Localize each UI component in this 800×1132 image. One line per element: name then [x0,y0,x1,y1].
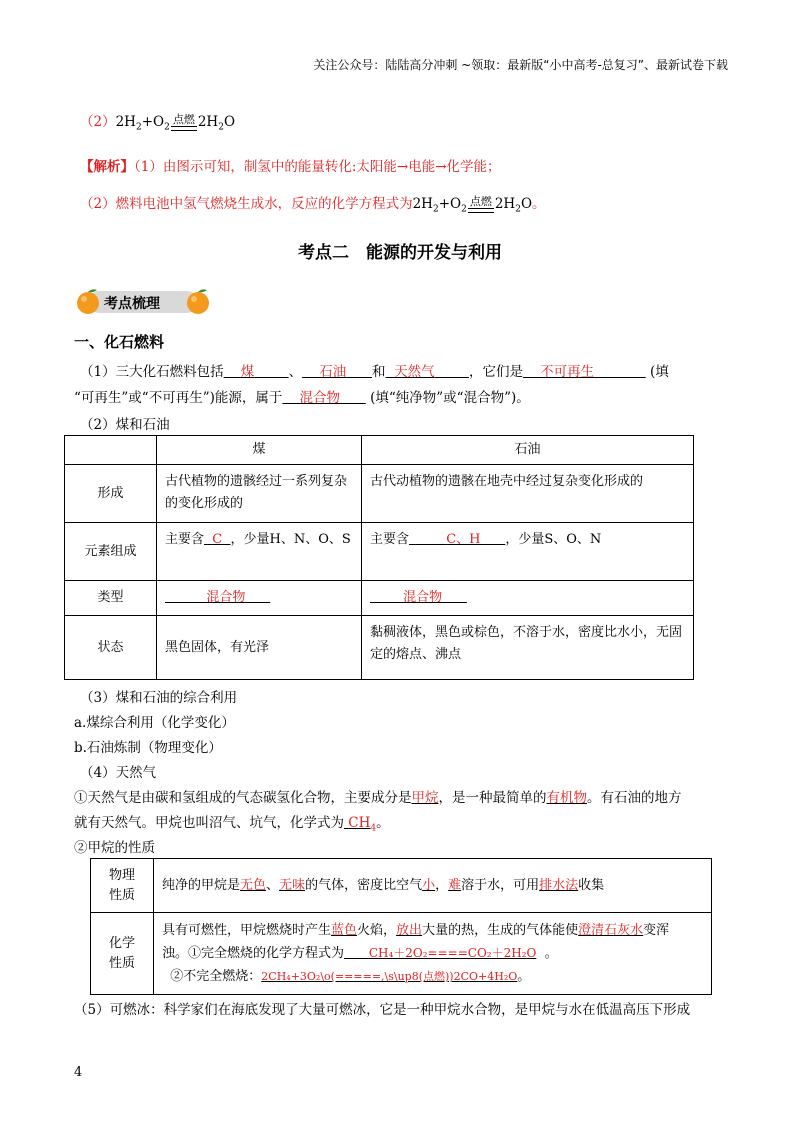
analysis-tag: 【解析】 [80,159,134,175]
physical-properties: 纯净的甲烷是无色、无味的气体，密度比空气小，难溶于水，可用排水法收集 [154,859,712,913]
label-physical: 物理 性质 [91,859,154,913]
answer-q2: $(2)2H_2+O_2$ 点燃 $2H_2O$ [80,113,236,133]
paragraph-5: （5）可燃冰：科学家们在海底发现了大量可燃冰，它是一种甲烷水合物，是甲烷与水在低温高压下形成 [74,1002,691,1018]
q2-prefix: （2） [80,114,116,130]
chemical-properties: 具有可燃性，甲烷燃烧时产生蓝色火焰，放出大量的热，生成的气体能使澄清石灰水变浑 浊。①完全燃烧的化学方程式为 CH₄＋2O₂====CO₂＋2H₂O 。 ②不完全燃烧：2CH₄+3O₂\o(=====,\s\up8(点燃))2CO+4H₂O。 [154,913,712,995]
paragraph-3: （3）煤和石油的综合利用 [80,690,238,706]
paragraph-3b: b.石油炼制（物理变化） [74,740,222,756]
coal-elements: 主要含 C ，少量H、N、O、S [157,523,362,581]
paragraph-2: （2）煤和石油 [80,417,170,433]
reaction-condition: 点燃 [171,114,197,131]
badge-label: 考点梳理 [104,296,160,312]
paragraph-4: （4）天然气 [80,765,157,781]
paragraph-4-1-line-2: 就有天然气。甲烷也叫沼气、坑气，化学式为 $CH_4$。 [74,815,390,834]
section-badge [74,288,210,316]
complete-combustion-equation: CH₄＋2O₂====CO₂＋2H₂O [368,946,537,960]
row-label-state: 状态 [65,616,157,680]
table-header-coal: 煤 [157,436,362,465]
analysis-line-2: （2）燃料电池中氢气燃烧生成水，反应的化学方程式为$2H_2+O_2$ 点燃 $2H_2O$。 [80,195,546,215]
reaction-condition-2: 点燃 [468,196,494,213]
page-header: 关注公众号：陆陆高分冲刺 ~领取：最新版“小中高考-总复习”、最新试卷下载 [313,58,728,72]
table-header-oil: 石油 [362,436,694,465]
analysis-line-1: 【解析】（1）由图示可知，制氢中的能量转化:太阳能→电能→化学能； [80,159,501,175]
coal-formation: 古代植物的遗骸经过一系列复杂的变化形成的 [157,465,362,523]
paragraph-4-2: ②甲烷的性质 [74,840,155,856]
paragraph-1-line-1: （1）三大化石燃料包括 煤 、 石油 和 天然气 ，它们是 不可再生 (填 [80,364,669,380]
page-number: 4 [74,1065,83,1080]
incomplete-combustion-equation: 2CH₄+3O₂\o(=====,\s\up8(点燃))2CO+4H₂O [261,970,518,983]
label-chemical: 化学 性质 [91,913,154,995]
section-title: 考点二 能源的开发与利用 [298,243,502,263]
coal-oil-table [64,435,694,680]
paragraph-3a: a.煤综合利用（化学变化） [74,715,235,731]
eq-plus: +O [141,114,165,130]
oil-elements: 主要含 C、H ，少量S、O、N [362,523,694,581]
heading-fossil-fuels: 一、化石燃料 [74,333,165,351]
paragraph-4-1-line-1: ①天然气是由碳和氢组成的气态碳氢化合物，主要成分是甲烷，是一种最简单的有机物。有石油的地方 [74,790,682,806]
methane-properties-table [90,858,712,995]
row-label-formation: 形成 [65,465,157,523]
oil-type: 混合物 [362,581,694,616]
table-header-empty [65,436,157,465]
oil-formation: 古代动植物的遗骸在地壳中经过复杂变化形成的 [362,465,694,523]
row-label-type: 类型 [65,581,157,616]
oil-state: 黏稠液体，黑色或棕色，不溶于水，密度比水小，无固定的熔点、沸点 [362,616,694,680]
coal-type: 混合物 [157,581,362,616]
eq-left: 2H [115,114,136,130]
paragraph-1-line-2: “可再生”或“不可再生”)能源，属于 混合物 (填“纯净物”或“混合物”)。 [74,390,530,406]
coal-state: 黑色固体，有光泽 [157,616,362,680]
row-label-elements: 元素组成 [65,523,157,581]
